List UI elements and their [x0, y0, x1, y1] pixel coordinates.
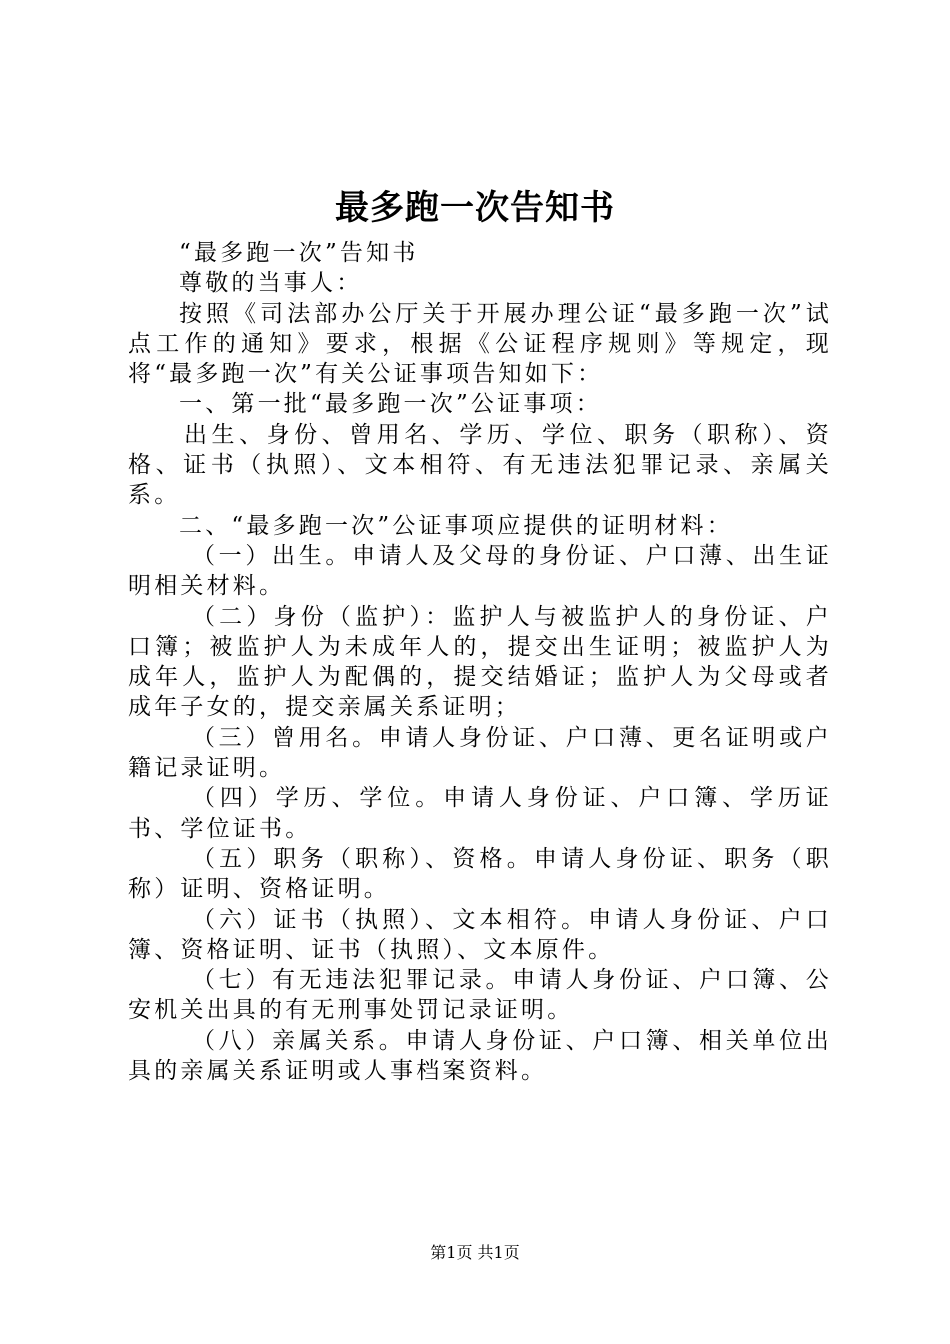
page-title: 最多跑一次告知书 [335, 188, 615, 228]
paragraph-salutation: 尊敬的当事人： [179, 270, 363, 297]
paragraph-item-1: （一）出生。申请人及父母的身份证、户口薄、出生证明相关材料。 [128, 542, 832, 600]
paragraph-item-5: （五）职务（职称）、资格。申请人身份证、职务（职称）证明、资格证明。 [128, 845, 832, 903]
page-footer: 第1页 共1页 [430, 1243, 520, 1262]
document-body [128, 238, 832, 1086]
paragraph-intro: 按照《司法部办公厅关于开展办理公证“最多跑一次”试点工作的通知》要求，根据《公证程序规则》等规定，现将“最多跑一次”有关公证事项告知如下： [128, 300, 832, 388]
paragraph-heading: “最多跑一次”告知书 [179, 240, 419, 266]
paragraph-section-one-heading: 一、第一批“最多跑一次”公证事项： [179, 391, 602, 418]
paragraph-section-two-heading: 二、“最多跑一次”公证事项应提供的证明材料： [179, 512, 733, 539]
paragraph-item-8: （八）亲属关系。申请人身份证、户口簿、相关单位出具的亲属关系证明或人事档案资料。 [128, 1027, 832, 1085]
paragraph-item-3: （三）曾用名。申请人身份证、户口薄、更名证明或户籍记录证明。 [128, 724, 832, 782]
paragraph-item-2: （二）身份（监护）：监护人与被监护人的身份证、户口簿；被监护人为未成年人的，提交出生证明；被监护人为成年人，监护人为配偶的，提交结婚证；监护人为父母或者成年子女的，提交亲属关系证明； [128, 603, 832, 721]
paragraph-item-4: （四）学历、学位。申请人身份证、户口簿、学历证书、学位证书。 [128, 785, 832, 842]
paragraph-item-6: （六）证书（执照）、文本相符。申请人身份证、户口簿、资格证明、证书（执照）、文本原件。 [128, 906, 832, 963]
paragraph-section-one-items: 出生、身份、曾用名、学历、学位、职务（职称）、资格、证书（执照）、文本相符、有无违法犯罪记录、亲属关系。 [128, 421, 832, 509]
paragraph-item-7: （七）有无违法犯罪记录。申请人身份证、户口簿、公安机关出具的有无刑事处罚记录证明。 [128, 967, 832, 1024]
